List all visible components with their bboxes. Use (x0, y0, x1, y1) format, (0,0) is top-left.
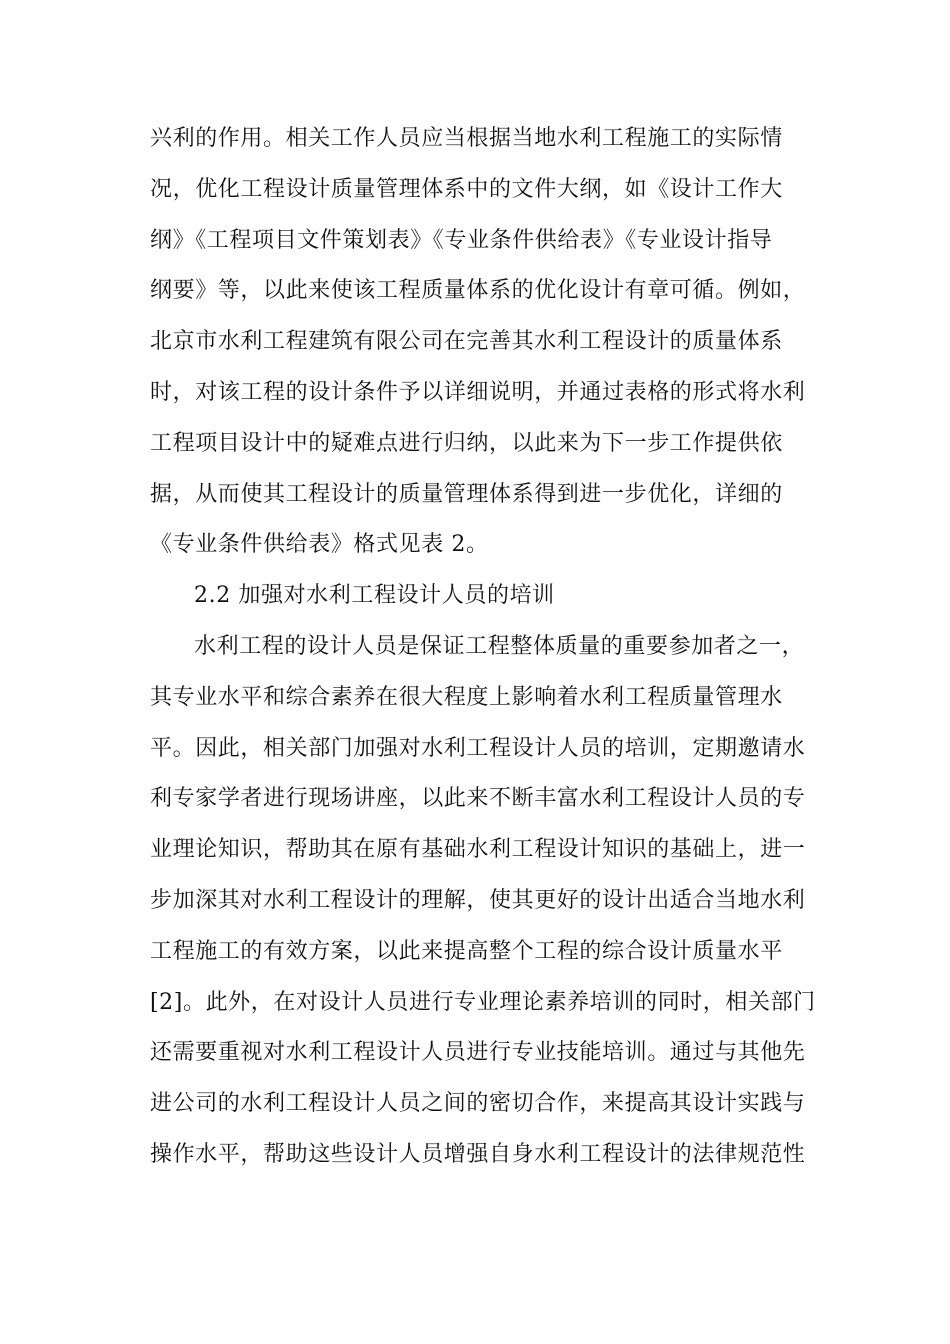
text-line: 利专家学者进行现场讲座，以此来不断丰富水利工程设计人员的专 (150, 786, 806, 812)
text-line: 工程项目设计中的疑难点进行归纳，以此来为下一步工作提供依 (150, 430, 783, 456)
text-line: 况，优化工程设计质量管理体系中的文件大纲，如《设计工作大 (150, 176, 783, 202)
text-line: 时，对该工程的设计条件予以详细说明，并通过表格的形式将水利 (150, 379, 806, 405)
text-line: 还需要重视对水利工程设计人员进行专业技能培训。通过与其他先 (150, 1040, 806, 1066)
text-line: 《专业条件供给表》格式见表 2。 (150, 532, 489, 558)
text-line: 业理论知识，帮助其在原有基础水利工程设计知识的基础上，进一 (150, 837, 806, 863)
text-line: 操作水平，帮助这些设计人员增强自身水利工程设计的法律规范性 (150, 1141, 806, 1167)
text-line: 步加深其对水利工程设计的理解，使其更好的设计出适合当地水利 (150, 887, 806, 913)
section-heading: 2.2 加强对水利工程设计人员的培训 (194, 583, 555, 609)
text-line: 进公司的水利工程设计人员之间的密切合作，来提高其设计实践与 (150, 1091, 806, 1117)
text-line: 平。因此，相关部门加强对水利工程设计人员的培训，定期邀请水 (150, 735, 806, 761)
text-line: 兴利的作用。相关工作人员应当根据当地水利工程施工的实际情 (150, 126, 783, 151)
text-line: 工程施工的有效方案，以此来提高整个工程的综合设计质量水平 (150, 938, 783, 964)
text-line: 纲》《工程项目文件策划表》《专业条件供给表》《专业设计指导 (150, 227, 773, 253)
text-line: [2]。此外，在对设计人员进行专业理论素养培训的同时，相关部门 (150, 989, 816, 1015)
text-line: 纲要》等，以此来使该工程质量体系的优化设计有章可循。例如， (150, 278, 806, 304)
text-line: 据，从而使其工程设计的质量管理体系得到进一步优化，详细的 (150, 481, 783, 507)
text-line: 北京市水利工程建筑有限公司在完善其水利工程设计的质量体系 (150, 329, 783, 355)
body-text (150, 114, 816, 1181)
text-line: 其专业水平和综合素养在很大程度上影响着水利工程质量管理水 (150, 684, 783, 710)
paragraph-first-line: 水利工程的设计人员是保证工程整体质量的重要参加者之一， (194, 633, 805, 659)
